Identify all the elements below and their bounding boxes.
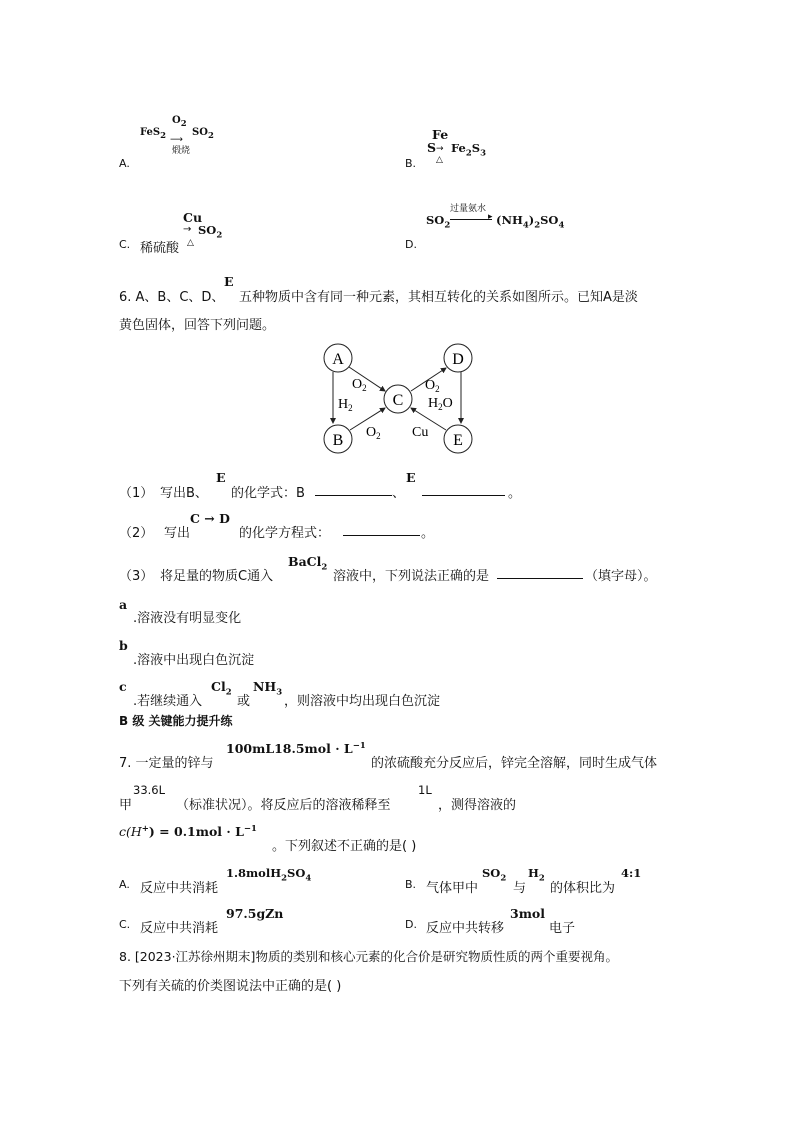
conversion-diagram	[318, 340, 478, 458]
node-c	[384, 385, 412, 413]
above-label: 过量氨水	[450, 204, 487, 214]
option-or: 或	[237, 694, 251, 709]
arrow-icon: →	[183, 224, 192, 235]
node-e	[444, 425, 472, 453]
option-text: 反应中共转移	[426, 921, 505, 936]
formula-h2so4: $1.8molH_2SO_4$	[226, 866, 312, 884]
option-letter: C.	[119, 238, 131, 251]
option-letter: D.	[405, 918, 417, 931]
formula-zn: 97.5gZn	[226, 906, 284, 921]
answer-blank-equation[interactable]	[343, 523, 420, 536]
reactant: S	[427, 140, 437, 155]
q7-formula-h-conc: $c(H^+) = 0.1mol \cdot L^{-1}$	[119, 824, 257, 840]
q7-text: 。下列叙述不正确的是( )	[272, 839, 417, 854]
q7-formula-dilute: 1L	[418, 783, 432, 797]
option-letter: D.	[405, 238, 417, 251]
sub-text1: 写出B、	[160, 486, 208, 501]
sub-text2: 的化学方程式：	[239, 526, 331, 541]
formula-nh3: $NH_3$	[253, 679, 283, 698]
product: $Fe_2S_3$	[451, 141, 487, 159]
sub-end: 。	[508, 486, 522, 501]
formula-so2: $SO_2$	[482, 866, 507, 884]
section-heading: B 级 关键能力提升练	[119, 714, 233, 728]
option-letter: A.	[119, 878, 130, 891]
formula-bacl2: BaCl$_2$	[288, 554, 328, 573]
svg-text:B: B	[332, 432, 344, 449]
svg-text:D: D	[452, 351, 464, 368]
option-text: 与	[513, 881, 527, 896]
q7-text: （标准状况）。将反应后的溶液稀释至	[176, 798, 391, 813]
sub-num: （2）	[119, 526, 154, 541]
node-a	[324, 344, 352, 372]
label-a-c: $O_2$	[352, 377, 367, 393]
stem-line2: 黄色固体，回答下列问题。	[119, 318, 276, 333]
reactant: $SO_2$	[426, 213, 451, 231]
above-label: Cu	[183, 210, 203, 225]
formula-h2: $H_2$	[528, 866, 545, 884]
q7-text: 的浓硫酸充分反应后，锌完全溶解，同时生成气体	[371, 756, 658, 771]
reactant: FeS$_2$	[140, 127, 167, 141]
arrow-icon: ⟶	[170, 135, 183, 145]
stem-part2: 五种物质中含有同一种元素，其相互转化的关系如图所示。已知A是淡	[239, 290, 638, 305]
stem-part1: 6. A、B、C、D、	[119, 290, 225, 305]
svg-text:C: C	[392, 392, 404, 409]
q8-text: 下列有关硫的价类图说法中正确的是( )	[119, 979, 342, 994]
product: $SO_2$	[192, 127, 214, 141]
arrow-icon	[450, 219, 492, 220]
sub-text1: 写出	[164, 526, 191, 541]
q8-text: 8. [2023·江苏徐州期末]物质的类别和核心元素的化合价是研究物质性质的两个重要视角。	[119, 949, 618, 964]
formula-c-to-d: C → D	[190, 511, 230, 526]
answer-blank-e[interactable]	[422, 483, 505, 496]
option-letter: A.	[119, 157, 130, 170]
sub-sep: 、	[392, 486, 406, 501]
option-text: .若继续通入	[133, 694, 203, 709]
option-letter: B.	[405, 157, 417, 170]
q7-formula-gas-volume: 33.6L	[133, 783, 166, 797]
q7-text: ，测得溶液的	[438, 798, 517, 813]
option-text: 气体甲中	[426, 881, 479, 896]
product: $(NH_4)_2SO_4$	[496, 213, 565, 231]
reactant: 稀硫酸	[140, 241, 180, 256]
formula-cl2: $Cl_2$	[211, 679, 232, 698]
product: $SO_2$	[198, 223, 223, 241]
option-text: .溶液没有明显变化	[133, 611, 242, 626]
option-text: 电子	[549, 921, 576, 936]
option-letter: B.	[405, 878, 417, 891]
formula-e: E	[406, 470, 416, 485]
option-letter: c	[119, 679, 127, 694]
arrow-head-icon: ▸	[488, 212, 493, 222]
sub-text1: 将足量的物质C通入	[160, 569, 274, 584]
sub-text2: 的化学式：B	[231, 486, 305, 501]
node-d	[444, 344, 472, 372]
formula-mol: 3mol	[510, 906, 546, 921]
label-c-d: $O_2$	[425, 378, 440, 394]
label-e-c: Cu	[412, 425, 429, 440]
formula-e: E	[216, 470, 226, 485]
sub-end: （填字母）。	[585, 569, 657, 584]
heat-icon: △	[187, 238, 194, 248]
option-letter: b	[119, 638, 128, 653]
option-letter: C.	[119, 918, 131, 931]
option-text: ，则溶液中均出现白色沉淀	[284, 694, 441, 709]
q7-formula-volume: $100mL18.5mol \cdot L^{-1}$	[226, 741, 366, 757]
sub-text2: 溶液中，下列说法正确的是	[333, 569, 490, 584]
sub-num: （1）	[119, 486, 154, 501]
above-label: $O_2$	[172, 115, 187, 129]
sub-num: （3）	[119, 569, 154, 584]
stem-e: E	[224, 274, 234, 289]
label-b-c: $O_2$	[366, 425, 381, 441]
option-text: 反应中共消耗	[140, 881, 219, 896]
ratio-value: 4:1	[621, 866, 642, 880]
below-label: 煅烧	[172, 146, 191, 156]
heat-icon: △	[436, 155, 443, 165]
node-b	[324, 425, 352, 453]
option-letter: a	[119, 597, 128, 612]
sub-end: 。	[421, 526, 435, 541]
svg-text:E: E	[453, 432, 463, 449]
q7-text: 甲	[119, 798, 133, 813]
answer-blank-choice[interactable]	[497, 566, 583, 579]
answer-blank-b[interactable]	[315, 483, 392, 496]
svg-text:A: A	[332, 351, 344, 368]
option-text: 反应中共消耗	[140, 921, 219, 936]
q7-text: 7. 一定量的锌与	[119, 756, 214, 771]
option-text: 的体积比为	[550, 881, 616, 896]
option-text: .溶液中出现白色沉淀	[133, 653, 255, 668]
arrow-icon: →	[436, 144, 444, 154]
label-d-e: $H_2O$	[428, 396, 453, 412]
above-label: Fe	[432, 127, 449, 142]
label-a-b: $H_2$	[338, 397, 353, 413]
